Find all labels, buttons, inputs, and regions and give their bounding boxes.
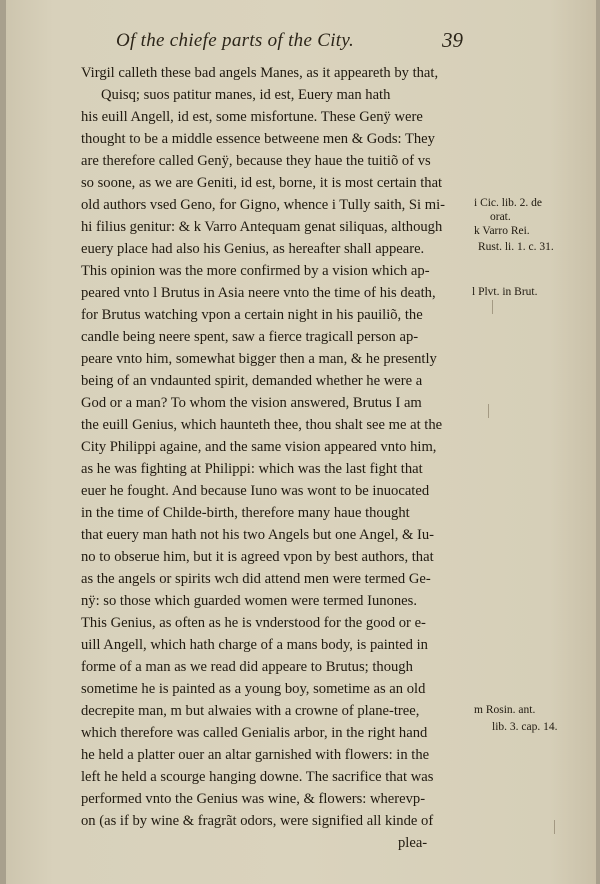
text-line: the euill Genius, which haunteth thee, thou shalt see me at the (81, 417, 443, 433)
text-line: This opinion was the more confirmed by a vision which ap- (81, 263, 430, 279)
text-line: forme of a man as we read did appeare to Brutus; though (81, 659, 413, 675)
text-line: euer he fought. And because Iuno was wont to be inuocated (81, 483, 430, 499)
text-line: uill Angell, which hath charge of a mans body, is painted in (81, 637, 428, 653)
margin-note: k Varro Rei. (474, 225, 530, 237)
margin-note: i Cic. lib. 2. de (474, 197, 543, 209)
text-line: This Genius, as often as he is vnderstood for the good or e- (81, 615, 426, 631)
text-line: peared vnto l Brutus in Asia neere vnto the time of his death, (81, 285, 436, 301)
text-line: as the angels or spirits wch did attend men were termed Ge- (81, 571, 431, 587)
running-title: Of the chiefe parts of the City. (116, 30, 355, 51)
book-page (6, 0, 596, 884)
paper-speck (554, 820, 555, 834)
text-line: his euill Angell, id est, some misfortune. These Genÿ were (81, 109, 423, 125)
paper-speck (488, 404, 489, 418)
text-line: on (as if by wine & fragrãt odors, were signified all kinde of (81, 813, 434, 829)
margin-note: lib. 3. cap. 14. (492, 721, 558, 733)
text-line: Virgil calleth these bad angels Manes, as it appeareth by that, (81, 65, 439, 81)
text-line: being of an vndaunted spirit, demanded whether he were a (81, 373, 423, 389)
text-line: for Brutus watching vpon a certain night in his pauiliõ, the (81, 307, 423, 323)
text-line: hi filius genitur: & k Varro Antequam genat siliquas, although (81, 219, 443, 235)
text-line: candle being neere spent, saw a fierce tragicall person ap- (81, 329, 419, 345)
text-line: that euery man hath not his two Angels but one Angel, & Iu- (81, 527, 435, 543)
catchword: plea- (398, 835, 428, 851)
text-line: peare vnto him, somewhat bigger then a man, & he presently (81, 351, 437, 367)
text-line: no to obserue him, but it is agreed vpon by best authors, that (81, 549, 434, 565)
text-line: euery place had also his Genius, as hereafter shall appeare. (81, 241, 425, 257)
text-line: old authors vsed Geno, for Gigno, whence i Tully saith, Si mi- (81, 197, 446, 213)
paper-speck (492, 300, 493, 314)
text-line: he held a platter ouer an altar garnished with flowers: in the (81, 747, 430, 763)
margin-note: Rust. li. 1. c. 31. (478, 241, 554, 253)
margin-note: m Rosin. ant. (474, 704, 536, 716)
text-line: thought to be a middle essence betweene men & Gods: They (81, 131, 435, 147)
text-line: City Philippi againe, and the same vision appeared vnto him, (81, 439, 437, 455)
margin-note: orat. (490, 211, 511, 223)
text-line: in the time of Childe-birth, therefore many haue thought (81, 505, 410, 521)
text-line: are therefore called Genÿ, because they haue the tuitiõ of vs (81, 153, 431, 169)
margin-note: l Plvt. in Brut. (472, 286, 538, 298)
text-line: nÿ: so those which guarded women were termed Iunones. (81, 593, 417, 609)
text-line: performed vnto the Genius was wine, & flowers: wherevp- (81, 791, 426, 807)
text-line: left he held a scourge hanging downe. The sacrifice that was (81, 769, 434, 785)
text-line: sometime he is painted as a young boy, sometime as an old (81, 681, 426, 697)
text-line: which therefore was called Genialis arbor, in the right hand (81, 725, 428, 741)
page-number: 39 (442, 28, 463, 52)
text-line: God or a man? To whom the vision answered, Brutus I am (81, 395, 422, 411)
text-line: so soone, as we are Geniti, id est, borne, it is most certain that (81, 175, 443, 191)
text-line: as he was fighting at Philippi: which was the last fight that (81, 461, 423, 477)
text-line: Quisq; suos patitur manes, id est, Euery man hath (101, 87, 391, 103)
text-line: decrepite man, m but alwaies with a crowne of plane-tree, (81, 703, 420, 719)
